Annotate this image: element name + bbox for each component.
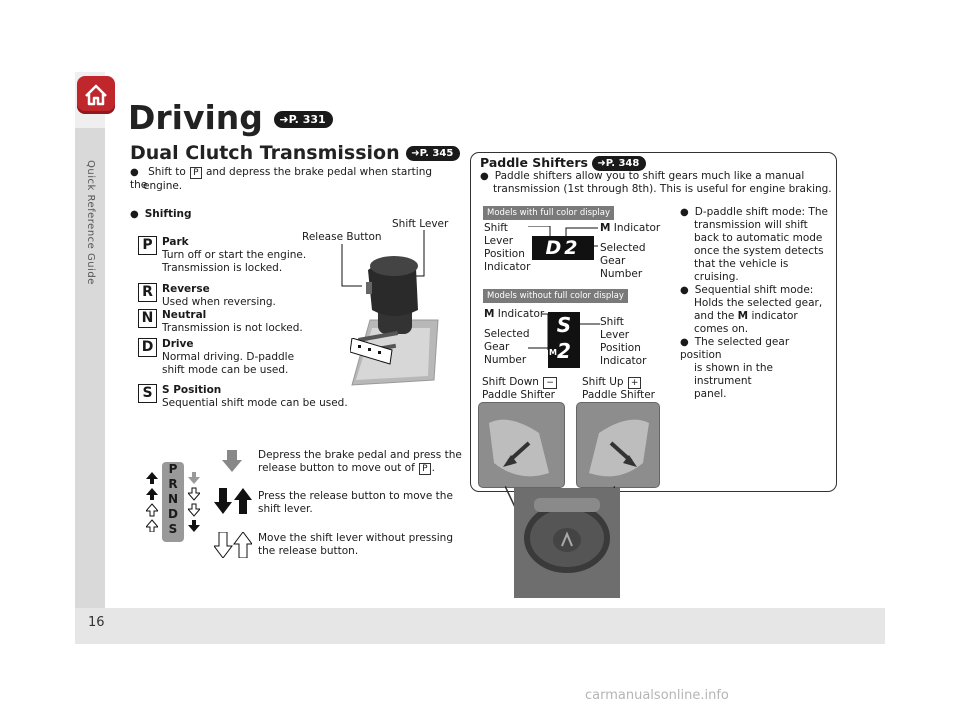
page-ref-link[interactable]: ➜P. 331 xyxy=(274,111,332,128)
legend-line-3a: Move the shift lever without pressing xyxy=(258,532,453,544)
intro-line: ● Shift to P and depress the brake pedal when starting the xyxy=(130,166,450,192)
shifting-heading: ● Shifting xyxy=(130,208,192,221)
gear-n-name: Neutral xyxy=(162,309,207,321)
paddle-bullets: ● D-paddle shift mode: The transmission will shift back to automatic mode once the system detects that the vehicle is cruising. ● Sequential shift mode: Holds the selected gear, and the M indicator comes on. ● The selected gear position is shown in the instrument panel. xyxy=(680,206,830,401)
gear-d-desc-2: shift mode can be used. xyxy=(162,364,289,376)
gear-d-badge: D xyxy=(138,338,157,357)
shift-up-paddle-photo xyxy=(576,402,660,488)
full-selected-gear-label: Selected Gear Number xyxy=(600,242,646,280)
key-p: P xyxy=(190,167,201,179)
gate-letter-d: D xyxy=(168,507,178,521)
legend-line-2b: shift lever. xyxy=(258,503,313,515)
page-number: 16 xyxy=(88,615,105,630)
watermark: carmanualsonline.info xyxy=(585,688,729,703)
release-button-callout: Release Button xyxy=(302,231,382,243)
key-p-legend: P xyxy=(419,463,430,475)
gear-p-desc-1: Turn off or start the engine. xyxy=(162,249,307,261)
gear-d-name: Drive xyxy=(162,338,194,350)
left-hand-arrow-icon xyxy=(479,403,564,487)
right-hand-arrow-icon xyxy=(577,403,659,487)
shift-up-label: Shift Up + Paddle Shifter xyxy=(582,376,655,401)
arrow-down-gray-icon xyxy=(222,450,242,472)
shift-down-paddle-photo xyxy=(478,402,565,488)
minus-key: − xyxy=(543,377,557,389)
legend-line-3b: the release button. xyxy=(258,545,359,557)
display-s: S xyxy=(556,313,572,337)
section-title-text: Dual Clutch Transmission xyxy=(130,142,400,164)
steering-wheel-photo xyxy=(514,488,620,598)
paddle-intro-2: transmission (1st through 8th). This is useful for engine braking. xyxy=(493,183,832,195)
paddle-intro-1: ● Paddle shifters allow you to shift gears much like a manual xyxy=(480,170,804,183)
gate-letter-r: R xyxy=(168,477,178,491)
section-ref-link[interactable]: ➜P. 345 xyxy=(406,146,460,161)
gear-s-name: S Position xyxy=(162,384,222,396)
gear-p-badge: P xyxy=(138,236,157,255)
gear-r-name: Reverse xyxy=(162,283,210,295)
paddle-ref-link[interactable]: ➜P. 348 xyxy=(592,156,646,171)
gear-d-desc-1: Normal driving. D-paddle xyxy=(162,351,295,363)
paddle-title: Paddle Shifters ➜P. 348 xyxy=(480,155,646,171)
intro-line-2: engine. xyxy=(143,180,183,192)
arrow-down-mixed-icon xyxy=(188,472,200,532)
tag-full-color: Models with full color display xyxy=(483,206,614,220)
no-full-color-display xyxy=(548,312,580,368)
nofull-m-indicator-label: M Indicator xyxy=(484,308,545,320)
page-title xyxy=(128,98,333,137)
gate-letter-n: N xyxy=(167,492,179,506)
full-color-display: D2 xyxy=(532,236,594,260)
tag-no-full-color: Models without full color display xyxy=(483,289,628,303)
gear-n-badge: N xyxy=(138,309,157,328)
legend-line-2a: Press the release button to move the xyxy=(258,490,453,502)
display-2: 2 xyxy=(557,339,571,363)
gate-letter-p: P xyxy=(168,462,178,476)
gear-p-name: Park xyxy=(162,236,189,248)
gear-s-desc-1: Sequential shift mode can be used. xyxy=(162,397,348,409)
steering-wheel-icon xyxy=(514,488,620,598)
sidebar-label: Quick Reference Guide xyxy=(85,160,96,285)
display-m: M xyxy=(549,348,557,357)
legend-line-1a: Depress the brake pedal and press the xyxy=(258,449,462,461)
legend-line-1b: release button to move out of P . xyxy=(258,462,435,474)
full-slp-label: Shift Lever Position Indicator xyxy=(484,222,531,273)
page-title-text: Driving xyxy=(128,98,263,137)
gear-n-desc-1: Transmission is not locked. xyxy=(162,322,303,334)
home-button[interactable] xyxy=(77,76,115,114)
gear-r-badge: R xyxy=(138,283,157,302)
arrows-filled-icon xyxy=(214,488,252,514)
nofull-selected-gear-label: Selected Gear Number xyxy=(484,328,530,366)
gear-r-desc-1: Used when reversing. xyxy=(162,296,276,308)
footer-bar xyxy=(75,608,885,644)
gear-s-badge: S xyxy=(138,384,157,403)
full-m-indicator-label: M Indicator xyxy=(600,222,661,234)
arrows-outline-icon xyxy=(214,532,252,558)
nofull-slp-label: Shift Lever Position Indicator xyxy=(600,316,647,367)
plus-key: + xyxy=(628,377,642,389)
section-title xyxy=(130,142,460,164)
gate-letter-s: S xyxy=(168,522,178,536)
gear-strip-illustration xyxy=(350,338,395,368)
arrow-up-filled-icon xyxy=(146,472,158,532)
gear-p-desc-2: Transmission is locked. xyxy=(162,262,283,274)
home-icon xyxy=(77,76,115,114)
shift-lever-callout: Shift Lever xyxy=(392,218,449,230)
shift-down-label: Shift Down − Paddle Shifter xyxy=(482,376,555,401)
